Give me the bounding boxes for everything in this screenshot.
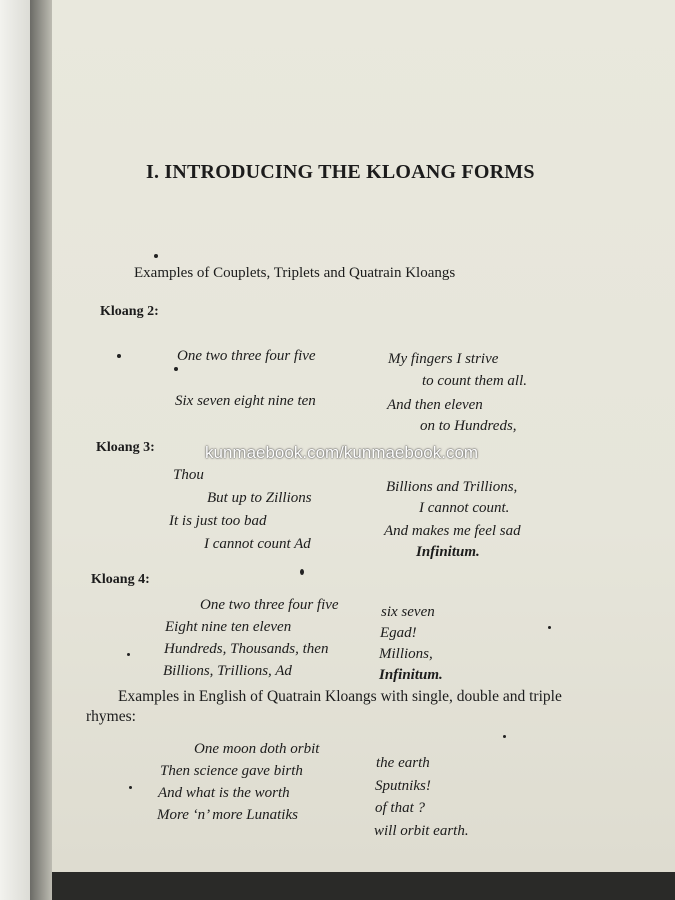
verse-line: One two three four five <box>200 597 339 613</box>
verse-line: But up to Zillions <box>207 490 312 506</box>
verse-line: Millions, <box>379 646 433 662</box>
verse-line: And makes me feel sad <box>384 523 521 539</box>
paragraph-line: Examples in English of Quatrain Kloangs with single, double and triple <box>118 688 562 705</box>
speck <box>129 786 132 789</box>
verse-line: to count them all. <box>422 373 527 389</box>
verse-line: Billions, Trillions, Ad <box>163 663 292 679</box>
speck <box>174 367 178 371</box>
verse-line: Six seven eight nine ten <box>175 393 316 409</box>
verse-line: Infinitum. <box>416 544 480 560</box>
verse-line: will orbit earth. <box>374 823 469 839</box>
verse-line: I cannot count Ad <box>204 536 311 552</box>
speck <box>127 653 130 656</box>
verse-line: I cannot count. <box>419 500 510 516</box>
speck <box>503 735 506 738</box>
speck <box>117 354 121 358</box>
verse-line: Sputniks! <box>375 778 431 794</box>
kloang4-label: Kloang 4: <box>91 572 150 587</box>
kloang3-label: Kloang 3: <box>96 440 155 455</box>
verse-line: And then eleven <box>387 397 483 413</box>
speck <box>300 569 304 575</box>
chapter-heading: I. INTRODUCING THE KLOANG FORMS <box>146 161 535 183</box>
verse-line: One two three four five <box>177 348 316 364</box>
verse-line: It is just too bad <box>169 513 267 529</box>
verse-line: My fingers I strive <box>388 351 499 367</box>
verse-line: Eight nine ten eleven <box>165 619 292 635</box>
verse-line: of that ? <box>375 800 426 816</box>
verse-line: More ‘n’ more Lunatiks <box>157 807 298 823</box>
verse-line: Thou <box>173 467 204 483</box>
verse-line: And what is the worth <box>158 785 290 801</box>
watermark: kunmaebook.com/kunmaebook.com <box>205 443 479 462</box>
kloang2-label: Kloang 2: <box>100 304 159 319</box>
book-gutter-shadow <box>30 0 52 900</box>
verse-line: Billions and Trillions, <box>386 479 518 495</box>
speck <box>154 254 158 258</box>
verse-line: Infinitum. <box>379 667 443 683</box>
verse-line: Then science gave birth <box>160 763 303 779</box>
verse-line: Egad! <box>380 625 417 641</box>
speck <box>548 626 551 629</box>
verse-line: on to Hundreds, <box>420 418 517 434</box>
verse-line: One moon doth orbit <box>194 741 320 757</box>
paragraph-line: rhymes: <box>86 708 136 725</box>
verse-line: Hundreds, Thousands, then <box>164 641 329 657</box>
left-page-edge <box>0 0 30 900</box>
verse-line: six seven <box>381 604 435 620</box>
subheading: Examples of Couplets, Triplets and Quatrain Kloangs <box>134 265 456 281</box>
verse-line: the earth <box>376 755 430 771</box>
book-page <box>52 0 675 872</box>
